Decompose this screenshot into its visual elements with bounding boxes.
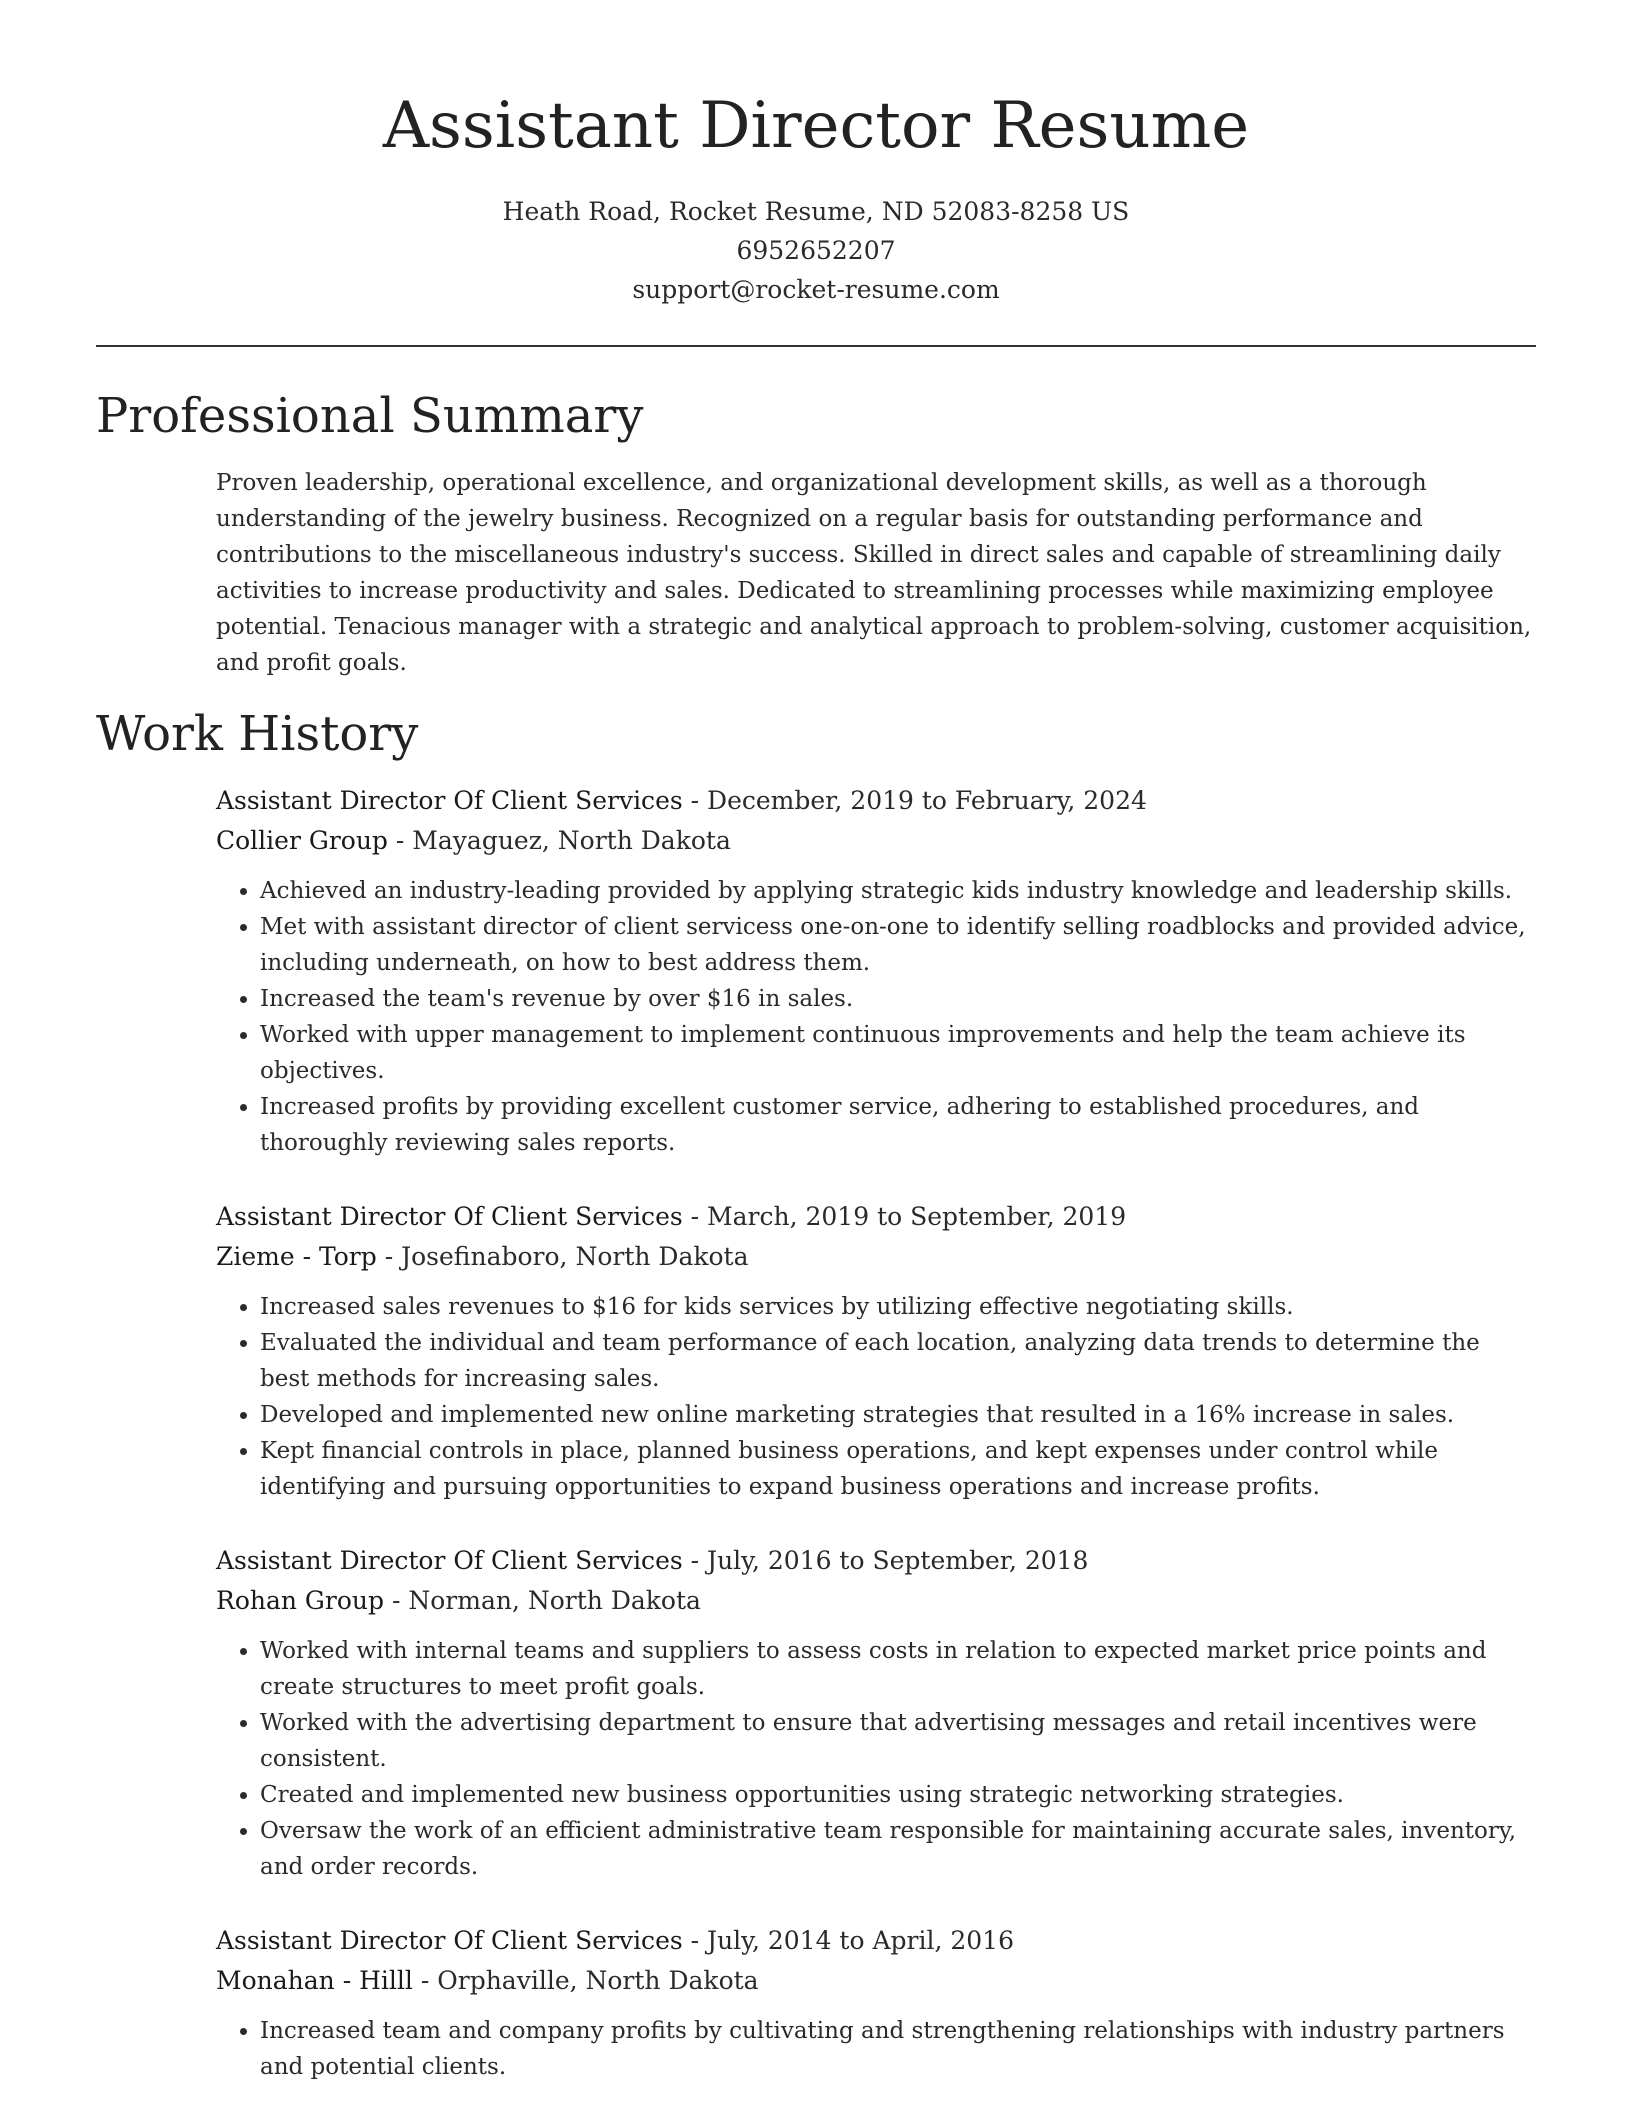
job-bullet: • Worked with internal teams and suppliers to assess costs in relation to expected market price points and create structures to meet profit goals. — [260, 1633, 1536, 1705]
job-entry — [216, 1541, 1536, 1885]
job-dates: July, 2016 to September, 2018 — [707, 1546, 1089, 1575]
job-bullets — [216, 873, 1536, 1161]
job-bullet: • Kept financial controls in place, planned business operations, and kept expenses under control while identifying and pursuing opportunities to expand business operations and increase profits. — [260, 1433, 1536, 1505]
job-title-line — [216, 781, 1536, 821]
job-company-line — [216, 821, 1536, 861]
job-bullet: • Achieved an industry-leading provided by applying strategic kids industry knowledge and leadership skills. — [260, 873, 1536, 909]
job-bullet: • Increased the team's revenue by over $16 in sales. — [260, 981, 1536, 1017]
contact-block — [96, 192, 1536, 309]
job-title-line — [216, 1921, 1536, 1961]
job-bullet: • Created and implemented new business opportunities using strategic networking strategies. — [260, 1777, 1536, 1813]
job-bullets — [216, 1633, 1536, 1885]
header-divider — [96, 345, 1536, 347]
job-bullet: • Evaluated the individual and team performance of each location, analyzing data trends to determine the best methods for increasing sales. — [260, 1325, 1536, 1397]
summary-heading: Professional Summary — [96, 388, 644, 444]
job-bullet: • Met with assistant director of client servicess one-on-one to identify selling roadblocks and provided advice, including underneath, on how to best address them. — [260, 909, 1536, 981]
job-company-line — [216, 1961, 1536, 2001]
job-entry — [216, 1197, 1536, 1505]
job-bullets — [216, 1289, 1536, 1505]
separator: - — [420, 1966, 438, 1995]
job-bullet: • Worked with upper management to implement continuous improvements and help the team achieve its objectives. — [260, 1017, 1536, 1089]
summary-text: Proven leadership, operational excellence, and organizational development skills, as well as a thorough understanding of the jewelry business. Recognized on a regular basis for outstanding performance and contributions to the miscellaneous industry's success. Skilled in direct sales and capable of streamlining daily activities to increase productivity and sales. Dedicated to streamlining processes while maximizing employee potential. Tenacious manager with a strategic and analytical approach to problem-solving, customer acquisition, and profit goals. — [216, 470, 1532, 676]
resume-header — [96, 0, 1536, 309]
job-company-line — [216, 1237, 1536, 1277]
job-entry — [216, 781, 1536, 1161]
separator: - — [690, 1546, 708, 1575]
job-bullet: • Oversaw the work of an efficient administrative team responsible for maintaining accurate sales, inventory, and order records. — [260, 1813, 1536, 1885]
contact-email: support@rocket-resume.com — [632, 275, 1000, 304]
job-company-line — [216, 1581, 1536, 1621]
separator: - — [690, 1202, 708, 1231]
separator: - — [391, 1586, 409, 1615]
contact-address: Heath Road, Rocket Resume, ND 52083-8258 US — [502, 197, 1130, 226]
job-location: Norman, North Dakota — [408, 1586, 701, 1615]
separator: - — [395, 826, 413, 855]
job-title-line — [216, 1541, 1536, 1581]
job-dates: December, 2019 to February, 2024 — [707, 786, 1147, 815]
job-location: Josefinaboro, North Dakota — [401, 1242, 749, 1271]
job-dates: March, 2019 to September, 2019 — [707, 1202, 1127, 1231]
job-dates: July, 2014 to April, 2016 — [707, 1926, 1014, 1955]
job-bullet: • Increased team and company profits by cultivating and strengthening relationships with industry partners and potential clients. — [260, 2013, 1536, 2085]
job-company: Collier Group — [216, 826, 388, 855]
job-title-line — [216, 1197, 1536, 1237]
contact-phone: 6952652207 — [736, 236, 896, 265]
work-history-section — [96, 703, 1536, 2085]
separator: - — [384, 1242, 402, 1271]
work-history-heading: Work History — [96, 706, 419, 762]
professional-summary-section — [96, 385, 1536, 681]
job-list — [216, 781, 1536, 2085]
job-entry — [216, 1921, 1536, 2085]
separator: - — [690, 786, 708, 815]
job-bullet: • Increased sales revenues to $16 for kids services by utilizing effective negotiating skills. — [260, 1289, 1536, 1325]
job-title: Assistant Director Of Client Services — [216, 1546, 683, 1575]
separator: - — [690, 1926, 708, 1955]
job-bullets — [216, 2013, 1536, 2085]
job-location: Mayaguez, North Dakota — [412, 826, 731, 855]
job-bullet: • Developed and implemented new online marketing strategies that resulted in a 16% increase in sales. — [260, 1397, 1536, 1433]
job-company: Monahan - Hilll — [216, 1966, 413, 1995]
job-location: Orphaville, North Dakota — [437, 1966, 759, 1995]
job-title: Assistant Director Of Client Services — [216, 786, 683, 815]
job-bullet: • Worked with the advertising department to ensure that advertising messages and retail incentives were consistent. — [260, 1705, 1536, 1777]
job-company: Zieme - Torp — [216, 1242, 377, 1271]
job-title: Assistant Director Of Client Services — [216, 1202, 683, 1231]
job-title: Assistant Director Of Client Services — [216, 1926, 683, 1955]
job-bullet: • Increased profits by providing excellent customer service, adhering to established procedures, and thoroughly reviewing sales reports. — [260, 1089, 1536, 1161]
resume-title: Assistant Director Resume — [382, 89, 1250, 163]
job-company: Rohan Group — [216, 1586, 385, 1615]
